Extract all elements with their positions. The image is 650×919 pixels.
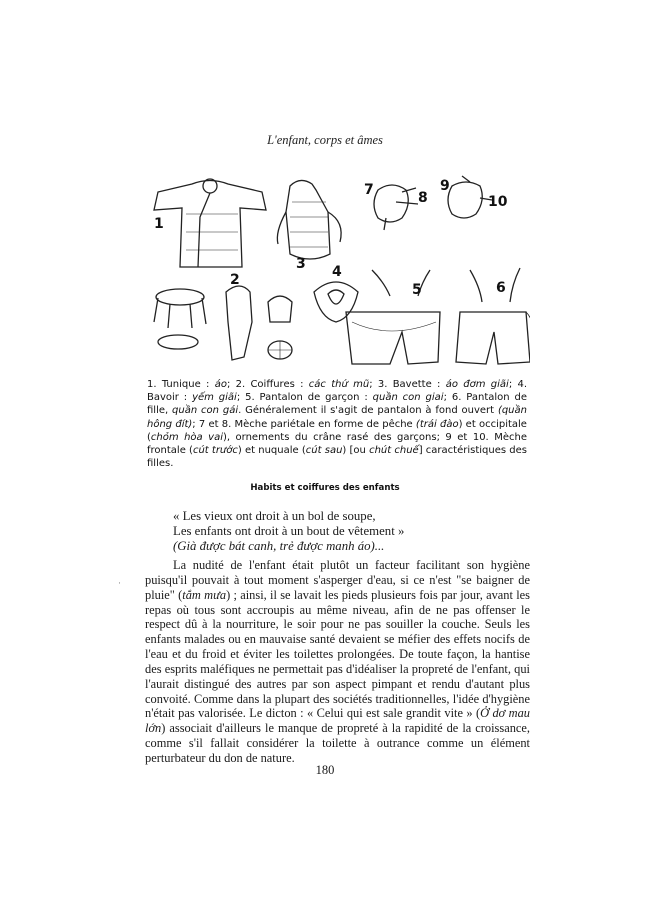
epigraph bbox=[173, 509, 513, 553]
caption-term: yếm giãi bbox=[192, 392, 237, 404]
caption-term: chút chuế bbox=[369, 445, 419, 457]
caption-text: ; 2. Coiffures : bbox=[226, 379, 309, 390]
figure-label-4: 4 bbox=[332, 264, 342, 280]
caption-term: áo bbox=[214, 379, 227, 390]
epigraph-line-3: (Già được bát canh, trẻ được manh áo)... bbox=[173, 538, 385, 553]
clothing-illustration bbox=[140, 172, 530, 372]
caption-text: 1. Tunique : bbox=[147, 379, 215, 390]
girls-trousers-drawing bbox=[456, 268, 530, 364]
caption-term: cút trước bbox=[192, 445, 238, 457]
caption-term: quần con gái bbox=[172, 405, 239, 417]
caption-term: áo đơm giãi bbox=[445, 379, 509, 390]
epigraph-line-2: Les enfants ont droit à un bout de vêtement » bbox=[173, 523, 405, 538]
tunic-drawing bbox=[154, 179, 266, 267]
body-text-run: ) ; ainsi, il se lavait les pieds plusieurs fois par jour, avant les repas où tous sont accroupis au même niveau, afin de ne pas offenser le respect dû à la nourriture, le soir pour ne pas souiller la couche. Seuls les enfants malades ou en mauvaise santé devaient se méfier des effets nocifs de l'eau et du froid et éviter les toilettes prolongées. De toute façon, la hantise des esprits maléfiques ne permettait pas d'idéaliser la propreté de l'enfant, qui l'aurait distingué des autres par son aspect pimpant et rendu d'autant plus convoité. Comme dans la plupart des sociétés traditionnelles, l'idée d'hygiène n'était pas valorisée. Le dicton : « Celui qui est sale grandit vite » ( bbox=[145, 587, 530, 721]
caption-text: ) et occipitale ( bbox=[147, 418, 527, 443]
caption-term: cút sau bbox=[305, 445, 343, 457]
body-text-run: La nudité de l'enfant était plutôt un facteur facilitant son hygiène puisqu'il pouvait à tout moment s'asperger d'eau, si ce n'est "se baigner de pluie" ( bbox=[145, 558, 530, 602]
page-number: 180 bbox=[315, 763, 335, 777]
margin-mark: · bbox=[118, 578, 121, 588]
caption-text: ] caractéristiques des filles. bbox=[147, 445, 527, 470]
body-paragraph bbox=[145, 558, 530, 766]
bib-drawing bbox=[277, 180, 341, 259]
caption-text: ) et nuquale ( bbox=[237, 445, 306, 457]
figure-label-7: 7 bbox=[364, 182, 374, 198]
figure-title: Habits et coiffures des enfants bbox=[250, 483, 400, 493]
figure-label-9: 9 bbox=[440, 178, 450, 194]
figure-label-10: 10 bbox=[488, 194, 508, 210]
figure-label-6: 6 bbox=[496, 280, 506, 296]
figure-label-8: 8 bbox=[418, 190, 428, 206]
figure-label-2: 2 bbox=[230, 272, 240, 288]
caption-term: (quần hông đít) bbox=[147, 405, 527, 430]
collar-bib-drawing bbox=[314, 282, 358, 322]
caption-text: ; 3. Bavette : bbox=[369, 379, 446, 390]
body-italic-term: tắm mưa bbox=[182, 587, 227, 602]
caption-text: ), ornements du crâne rasé des garçons; 9 et 10. Mèche frontale ( bbox=[147, 431, 527, 457]
caption-text: ; 6. Pantalon de fille, bbox=[147, 392, 528, 417]
caption-term: chỏm hòa vai bbox=[150, 431, 223, 443]
caption-term: quần con giai bbox=[372, 392, 444, 404]
figure-caption bbox=[147, 378, 527, 470]
caption-text: . Généralement il s'agit de pantalon à fond ouvert bbox=[238, 405, 498, 417]
illustration-figure bbox=[140, 172, 530, 372]
figure-label-3: 3 bbox=[296, 256, 306, 272]
body-text-run: ) associait d'ailleurs le manque de propreté à la rapidité de la croissance, comme s'il fallait considérer la toilette à outrance comme un élément perturbateur du don de nature. bbox=[145, 721, 530, 765]
figure-label-1: 1 bbox=[154, 216, 164, 232]
caption-text: ; 5. Pantalon de garçon : bbox=[236, 392, 373, 404]
boy-head-drawing bbox=[374, 185, 418, 230]
caption-term: (trái đào bbox=[415, 418, 459, 430]
hats-drawing bbox=[154, 286, 292, 360]
caption-text: ) [ou bbox=[342, 445, 370, 457]
body-italic-term: Ở dơ mau lớn bbox=[145, 706, 530, 736]
caption-text: ; 4. Bavoir : bbox=[147, 379, 528, 404]
boys-trousers-drawing bbox=[346, 270, 440, 364]
running-title: L'enfant, corps et âmes bbox=[267, 133, 383, 147]
girl-head-drawing bbox=[448, 176, 492, 218]
caption-text: ; 7 et 8. Mèche pariétale en forme de pêche bbox=[192, 418, 416, 430]
figure-label-5: 5 bbox=[412, 282, 422, 298]
caption-term: các thứ mũ bbox=[308, 379, 370, 390]
epigraph-line-1: « Les vieux ont droit à un bol de soupe, bbox=[173, 509, 376, 523]
